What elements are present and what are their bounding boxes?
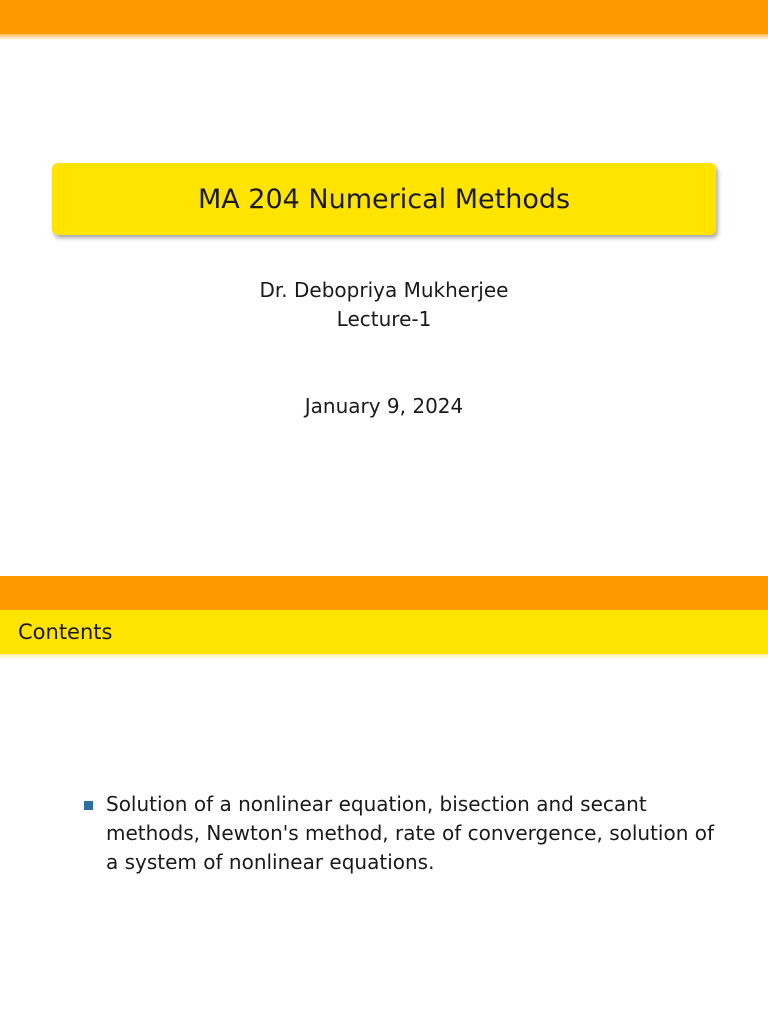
lecture-label: Lecture-1 [336, 307, 432, 331]
frame-title: Contents [18, 620, 113, 644]
contents-list [84, 790, 724, 877]
header-bar-shadow [0, 34, 768, 40]
list-item [84, 790, 724, 877]
square-bullet-icon [84, 801, 93, 810]
contents-slide [0, 576, 768, 1024]
presentation-date: January 9, 2024 [304, 394, 464, 418]
title-box [52, 163, 716, 235]
frame-title-shadow [0, 654, 768, 659]
frame-title-bar [0, 610, 768, 654]
list-item-text: Solution of a nonlinear equation, bisection and secant methods, Newton's method, rate of convergence, solution of a system of nonlinear equations. [106, 792, 715, 874]
author-name: Dr. Debopriya Mukherjee [259, 278, 509, 302]
header-bar [0, 0, 768, 34]
presentation-title: MA 204 Numerical Methods [197, 183, 571, 215]
header-bar [0, 576, 768, 610]
